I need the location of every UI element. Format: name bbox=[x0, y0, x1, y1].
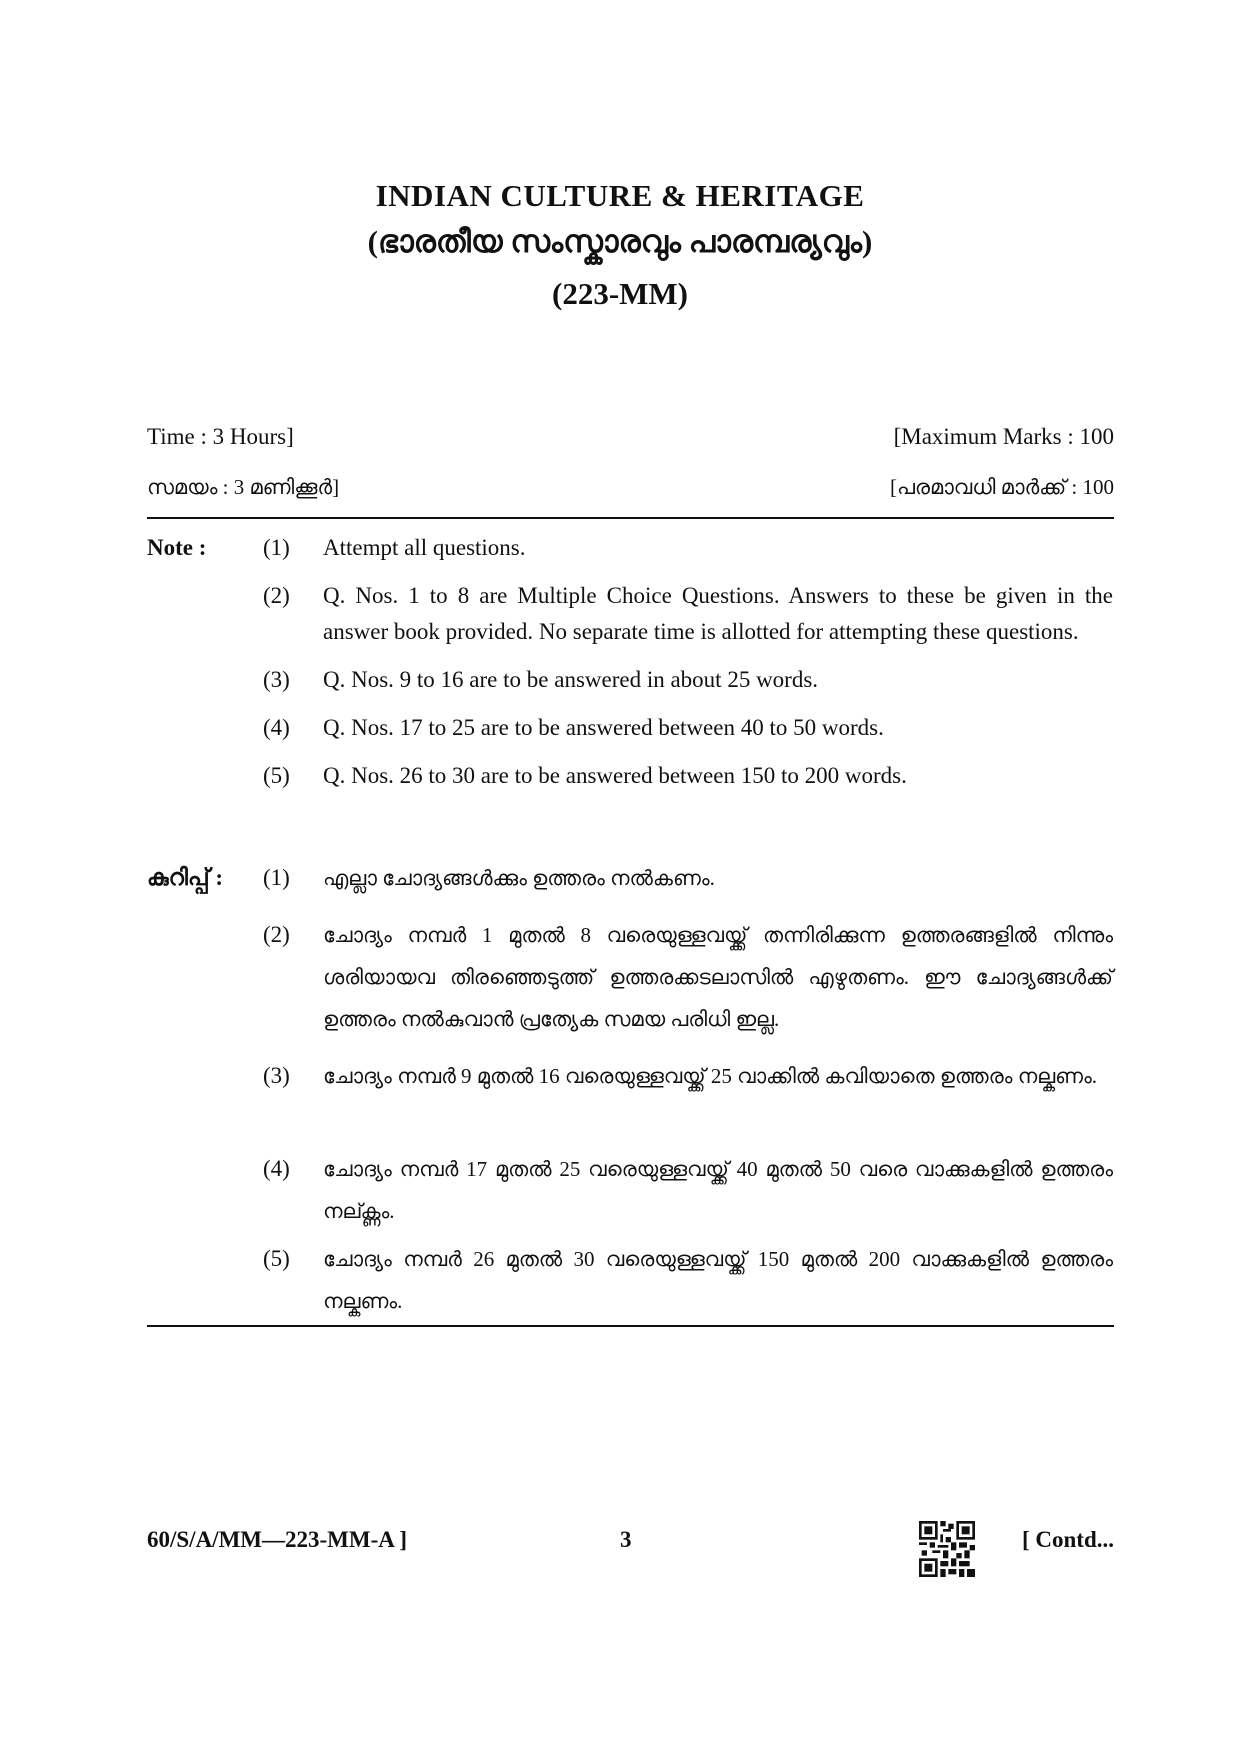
footer-paper-code: 60/S/A/MM—223-MM-A ] bbox=[147, 1527, 407, 1552]
note-number: (4) bbox=[263, 715, 290, 740]
note-text-malayalam: ചോദ്യം നമ്പർ 9 മുതൽ 16 വരെയുള്ളവയ്ക്ക് 25 വാക്കിൽ കവിയാതെ ഉത്തരം നല്കണം. bbox=[323, 1064, 1098, 1088]
note-number: (1) bbox=[263, 535, 290, 560]
note-number: (5) bbox=[263, 1246, 290, 1271]
note-text-malayalam: ചോദ്യം നമ്പർ 26 മുതൽ 30 വരെയുള്ളവയ്ക്ക് 150 മുതൽ 200 വാക്കുകളിൽ ഉത്തരം നല്കണം. bbox=[323, 1247, 1113, 1313]
maximum-marks-malayalam: [പരമാവധി മാർക്ക് : 100 bbox=[889, 475, 1114, 499]
note-label-malayalam: കുറിപ്പ് : bbox=[147, 865, 224, 890]
page-number: 3 bbox=[620, 1527, 632, 1552]
bottom-divider bbox=[147, 1325, 1114, 1327]
note-text: Q. Nos. 17 to 25 are to be answered between 40 to 50 words. bbox=[323, 715, 884, 740]
note-text: Attempt all questions. bbox=[323, 535, 526, 560]
time-allowed: Time : 3 Hours] bbox=[147, 424, 294, 449]
note-text: Q. Nos. 26 to 30 are to be answered between 150 to 200 words. bbox=[323, 763, 907, 788]
note-text: Q. Nos. 9 to 16 are to be answered in about 25 words. bbox=[323, 667, 819, 692]
continued-label: [ Contd... bbox=[1021, 1527, 1114, 1552]
top-divider bbox=[147, 517, 1114, 519]
note-label: Note : bbox=[147, 535, 207, 560]
note-number: (3) bbox=[263, 667, 290, 692]
note-number: (4) bbox=[263, 1156, 290, 1181]
note-number: (2) bbox=[263, 922, 290, 947]
time-allowed-malayalam: സമയം : 3 മണിക്കൂർ] bbox=[147, 475, 340, 499]
note-number: (2) bbox=[263, 583, 290, 608]
note-text-malayalam: ചോദ്യം നമ്പർ 1 മുതൽ 8 വരെയുള്ളവയ്ക്ക് തന്നിരിക്കുന്ന ഉത്തരങ്ങളിൽ നിന്നും ശരിയായവ തിരഞ്ഞെടുത്ത് ഉത്തരക്കടലാസിൽ എഴുതണം. ഈ ചോദ്യങ്ങൾക്ക് ഉത്തരം നൽകുവാൻ പ്രത്യേക സമയ പരിധി ഇല്ല. bbox=[323, 923, 1113, 1031]
maximum-marks: [Maximum Marks : 100 bbox=[893, 424, 1114, 449]
note-text-malayalam: എല്ലാ ചോദ്യങ്ങൾക്കും ഉത്തരം നൽകണം. bbox=[323, 866, 715, 890]
note-number: (1) bbox=[263, 865, 290, 890]
note-text: Q. Nos. 1 to 8 are Multiple Choice Questions. Answers to these be given in the answer book provided. No separate time is allotted for attempting these questions. bbox=[323, 583, 1113, 644]
paper-subtitle-malayalam: (ഭാരതീയ സംസ്കാരവും പാരമ്പര്യവും) bbox=[367, 224, 873, 259]
paper-code: (223-MM) bbox=[552, 276, 688, 311]
note-number: (5) bbox=[263, 763, 290, 788]
paper-title: INDIAN CULTURE & HERITAGE bbox=[375, 178, 865, 213]
qr-code-icon bbox=[919, 1521, 975, 1577]
note-number: (3) bbox=[263, 1063, 290, 1088]
note-text-malayalam: ചോദ്യം നമ്പർ 17 മുതൽ 25 വരെയുള്ളവയ്ക്ക് 40 മുതൽ 50 വരെ വാക്കുകളിൽ ഉത്തരം നല്ക്ണം. bbox=[323, 1157, 1113, 1223]
